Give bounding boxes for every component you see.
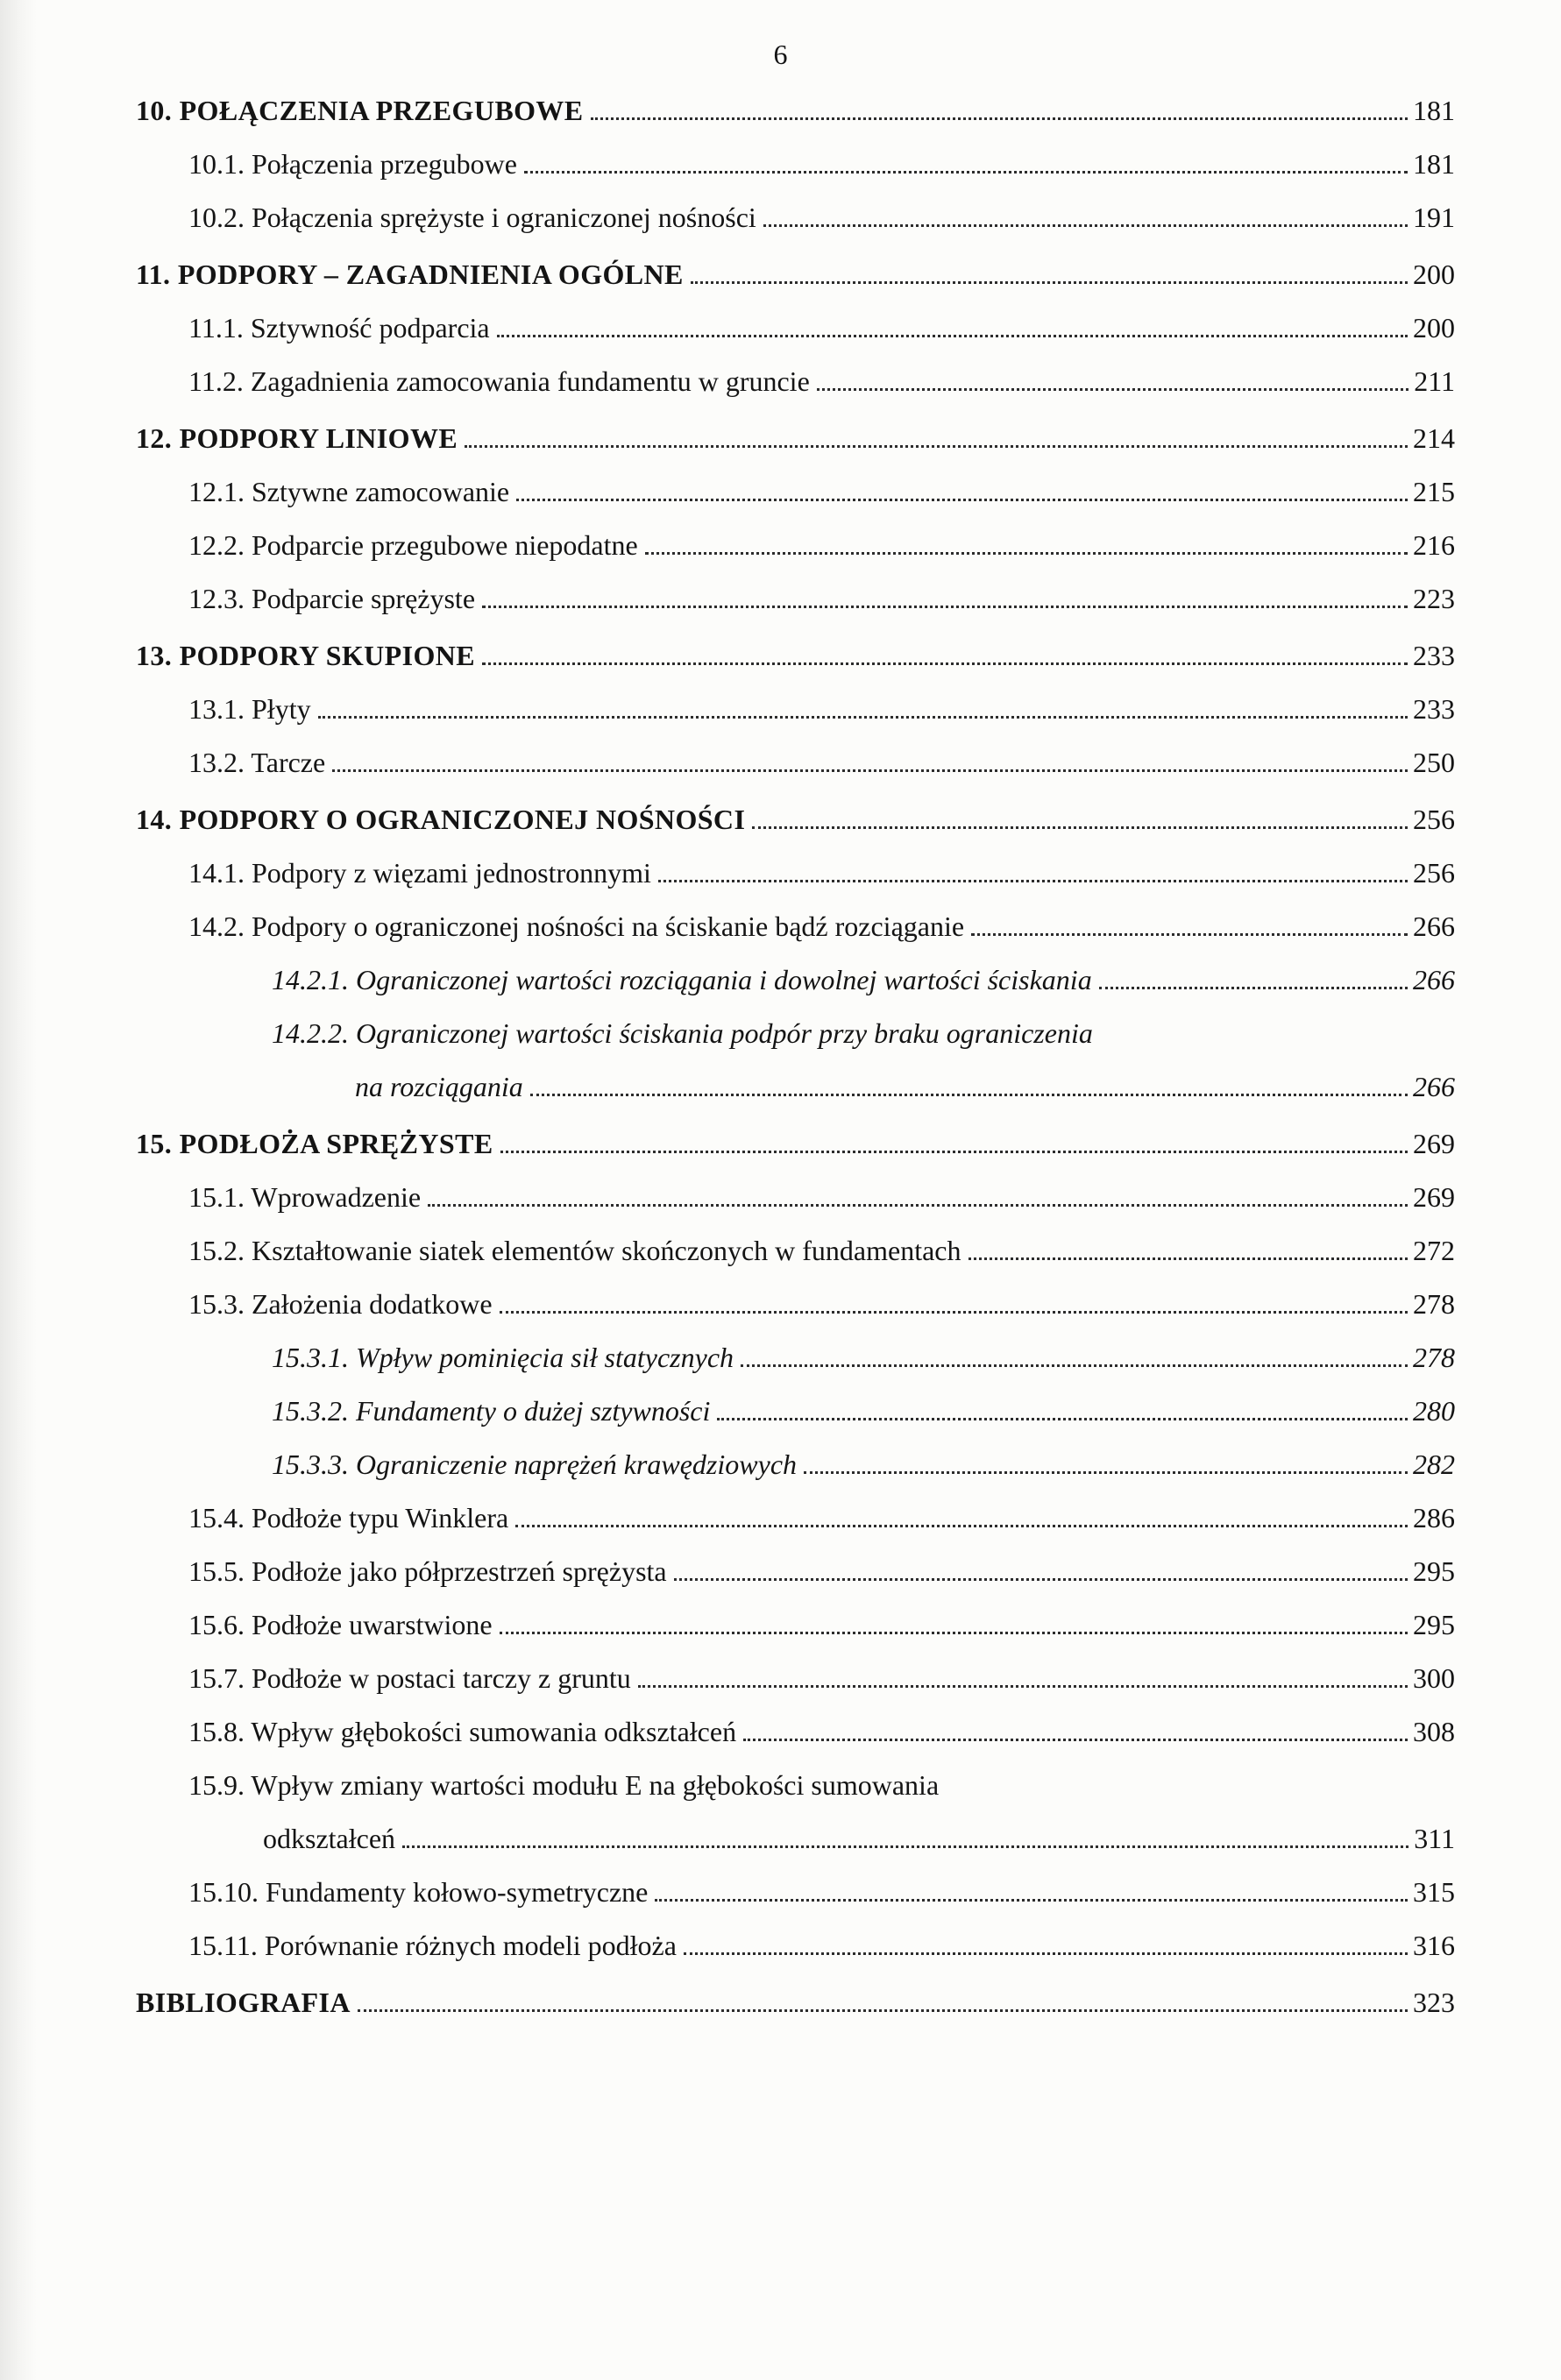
dot-leader [500, 1632, 1408, 1634]
toc-entry-page: 323 [1413, 1987, 1455, 2018]
toc-entry-page: 308 [1413, 1716, 1455, 1747]
toc-entry [136, 747, 1455, 778]
dot-leader [638, 1685, 1408, 1688]
toc-entry-page: 200 [1413, 312, 1455, 344]
toc-entry [136, 858, 1455, 889]
page-header [0, 0, 1561, 69]
toc-entry-label: 15.3.2. Fundamenty o dużej sztywności [272, 1395, 711, 1427]
toc-entry [136, 366, 1455, 397]
toc-entry-label: 15.8. Wpływ głębokości sumowania odkształceń [188, 1716, 737, 1747]
dot-leader [515, 1525, 1408, 1527]
toc-entry [136, 1877, 1455, 1908]
toc-entry-label: 15.3. Założenia dodatkowe [188, 1288, 493, 1320]
toc-entry-page: 216 [1413, 529, 1455, 561]
toc-entry [136, 1610, 1455, 1640]
toc-entry-page: 233 [1413, 640, 1455, 671]
toc-entry [136, 530, 1455, 561]
toc-entry [136, 1717, 1455, 1747]
toc-entry-page: 233 [1413, 693, 1455, 725]
dot-leader [482, 662, 1408, 665]
toc-entry [136, 965, 1455, 995]
toc-entry-page: 295 [1413, 1555, 1455, 1587]
toc-entry-page: 214 [1413, 422, 1455, 454]
dot-leader [969, 1257, 1408, 1260]
toc-entry-label: BIBLIOGRAFIA [136, 1987, 351, 2018]
dot-leader [804, 1471, 1408, 1474]
toc-entry-page: 269 [1413, 1128, 1455, 1159]
toc-entry-label: na rozciągania [355, 1071, 523, 1102]
toc-entry-label: 10.1. Połączenia przegubowe [188, 148, 517, 180]
dot-leader [500, 1151, 1408, 1153]
dot-leader [763, 224, 1408, 227]
toc-entry [136, 1182, 1455, 1213]
toc-entry-label: 14.2. Podpory o ograniczonej nośności na ściskanie bądź rozciąganie [188, 910, 965, 942]
dot-leader [402, 1845, 1408, 1848]
dot-leader [465, 445, 1408, 448]
toc-entry-label: 11.2. Zagadnienia zamocowania fundamentu w gruncie [188, 365, 810, 397]
toc-entry-label: 15.1. Wprowadzenie [188, 1181, 422, 1213]
toc-entry [136, 804, 1455, 835]
toc-entry-label: 15.3.3. Ograniczenie naprężeń krawędziowych [272, 1449, 798, 1480]
dot-leader [658, 880, 1408, 882]
dot-leader [591, 117, 1408, 120]
toc-entry-page: 266 [1413, 1071, 1455, 1102]
toc-entry-label: 13. PODPORY SKUPIONE [136, 640, 476, 671]
toc-entry-page: 223 [1413, 583, 1455, 614]
toc-entry-page: 181 [1413, 95, 1455, 126]
toc-entry-page: 191 [1413, 202, 1455, 233]
dot-leader [530, 1094, 1408, 1096]
toc-entry [136, 202, 1455, 233]
toc-entry-page: 272 [1413, 1235, 1455, 1266]
toc-entry [136, 1236, 1455, 1266]
toc-entry-page: 200 [1413, 259, 1455, 290]
toc-entry-page: 311 [1414, 1823, 1455, 1854]
toc-entry-label: 10.2. Połączenia sprężyste i ograniczonej nośności [188, 202, 756, 233]
toc-entry [136, 1289, 1455, 1320]
toc-entry-page: 316 [1413, 1930, 1455, 1961]
dot-leader [684, 1952, 1408, 1955]
toc-entry-page: 211 [1414, 365, 1455, 397]
toc-entry [136, 911, 1455, 942]
toc-entry [136, 259, 1455, 290]
toc-entry-label: 14.2.1. Ograniczonej wartości rozciągania i dowolnej wartości ściskania [272, 964, 1092, 995]
toc-entry-label: 12.3. Podparcie sprężyste [188, 583, 476, 614]
toc-entry-page: 315 [1413, 1876, 1455, 1908]
toc-entry [136, 694, 1455, 725]
toc-entry-page: 286 [1413, 1502, 1455, 1534]
toc-entry [136, 477, 1455, 507]
dot-leader [655, 1899, 1408, 1902]
dot-leader [332, 769, 1408, 772]
toc-entry-page: 300 [1413, 1662, 1455, 1694]
toc-entry [136, 1018, 1455, 1049]
dot-leader [482, 606, 1408, 608]
toc-entry-label: 11.1. Sztywność podparcia [188, 312, 490, 344]
dot-leader [743, 1739, 1408, 1741]
toc-entry-label: 15.4. Podłoże typu Winklera [188, 1502, 509, 1534]
toc-entry [136, 1824, 1455, 1854]
toc-entry-label: 13.1. Płyty [188, 693, 311, 725]
toc-entry-label: 14.1. Podpory z więzami jednostronnymi [188, 857, 651, 889]
toc-entry [136, 149, 1455, 180]
toc-entry [136, 1770, 1455, 1801]
dot-leader [645, 552, 1408, 555]
dot-leader [674, 1578, 1408, 1581]
toc-entry-label: 15. PODŁOŻA SPRĘŻYSTE [136, 1128, 493, 1159]
dot-leader [500, 1311, 1408, 1314]
toc-entry-label: 11. PODPORY – ZAGADNIENIA OGÓLNE [136, 259, 684, 290]
page-number: 6 [773, 39, 788, 70]
toc-entry-label: 15.10. Fundamenty kołowo-symetryczne [188, 1876, 649, 1908]
toc-entry-label: 15.11. Porównanie różnych modeli podłoża [188, 1930, 677, 1961]
toc-entry [136, 1342, 1455, 1373]
toc-entry [136, 1663, 1455, 1694]
toc-entry-page: 278 [1413, 1288, 1455, 1320]
toc-entry-label: 15.6. Podłoże uwarstwione [188, 1609, 493, 1640]
toc-entry-label: 15.9. Wpływ zmiany wartości modułu E na głębokości sumowania [188, 1769, 940, 1801]
toc-entry-label: 12.1. Sztywne zamocowanie [188, 476, 510, 507]
toc-entry [136, 96, 1455, 126]
toc-entry-label: 15.5. Podłoże jako półprzestrzeń sprężysta [188, 1555, 667, 1587]
toc-entry [136, 1129, 1455, 1159]
dot-leader [971, 933, 1408, 936]
dot-leader [358, 2009, 1408, 2012]
toc-entry-label: 13.2. Tarcze [188, 747, 326, 778]
toc-entry [136, 423, 1455, 454]
toc-entry-page: 181 [1413, 148, 1455, 180]
dot-leader [524, 171, 1408, 174]
toc-entry-label: 15.7. Podłoże w postaci tarczy z gruntu [188, 1662, 631, 1694]
toc-entry [136, 1396, 1455, 1427]
toc-entry-label: 14. PODPORY O OGRANICZONEJ NOŚNOŚCI [136, 804, 746, 835]
dot-leader [1099, 987, 1408, 989]
toc-entry [136, 313, 1455, 344]
toc [136, 96, 1455, 2018]
toc-entry-label: 10. POŁĄCZENIA PRZEGUBOWE [136, 95, 584, 126]
toc-entry-page: 295 [1413, 1609, 1455, 1640]
toc-entry-page: 256 [1413, 804, 1455, 835]
toc-entry-page: 215 [1413, 476, 1455, 507]
toc-entry [136, 1556, 1455, 1587]
toc-entry-page: 280 [1413, 1395, 1455, 1427]
toc-entry-page: 266 [1413, 964, 1455, 995]
dot-leader [497, 335, 1408, 337]
toc-entry-page: 278 [1413, 1342, 1455, 1373]
dot-leader [741, 1364, 1408, 1367]
toc-entry [136, 641, 1455, 671]
toc-entry-page: 266 [1413, 910, 1455, 942]
toc-entry-label: 12.2. Podparcie przegubowe niepodatne [188, 529, 638, 561]
dot-leader [428, 1204, 1408, 1207]
toc-entry-label: 12. PODPORY LINIOWE [136, 422, 458, 454]
toc-entry-page: 256 [1413, 857, 1455, 889]
dot-leader [717, 1418, 1408, 1420]
toc-entry-label: odkształceń [263, 1823, 396, 1854]
toc-entry [136, 1072, 1455, 1102]
toc-entry [136, 1503, 1455, 1534]
toc-entry [136, 1449, 1455, 1480]
dot-leader [817, 388, 1408, 391]
toc-entry [136, 584, 1455, 614]
dot-leader [691, 281, 1408, 284]
dot-leader [752, 826, 1408, 829]
toc-entry-label: 15.2. Kształtowanie siatek elementów skończonych w fundamentach [188, 1235, 961, 1266]
dot-leader [318, 716, 1408, 719]
toc-entry-page: 269 [1413, 1181, 1455, 1213]
toc-entry-page: 250 [1413, 747, 1455, 778]
toc-entry-page: 282 [1413, 1449, 1455, 1480]
toc-entry-label: 15.3.1. Wpływ pominięcia sił statycznych [272, 1342, 734, 1373]
toc-entry-label: 14.2.2. Ograniczonej wartości ściskania podpór przy braku ograniczenia [272, 1017, 1093, 1049]
dot-leader [516, 499, 1408, 501]
toc-entry [136, 1987, 1455, 2018]
toc-entry [136, 1930, 1455, 1961]
